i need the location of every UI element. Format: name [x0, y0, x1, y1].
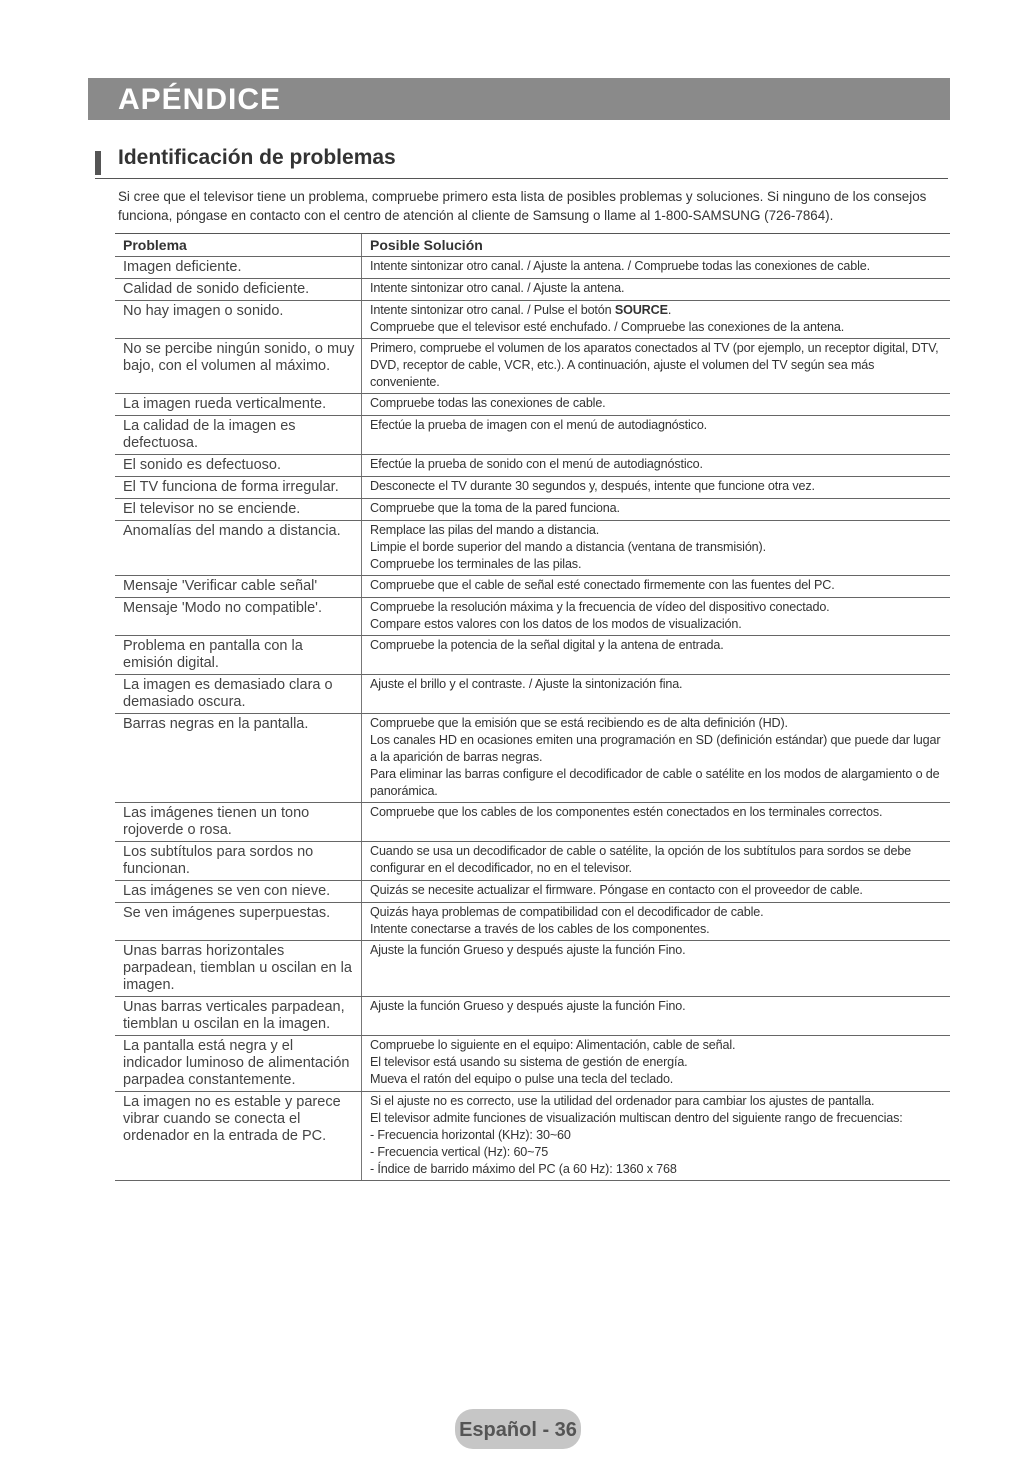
problem-cell: Mensaje 'Modo no compatible'.	[115, 598, 362, 635]
problem-cell: El sonido es defectuoso.	[115, 455, 362, 476]
solution-cell	[362, 1092, 950, 1180]
solution-line: Ajuste el brillo y el contraste. / Ajuste la sintonización fina.	[370, 677, 683, 691]
table-row	[115, 941, 950, 997]
solution-cell	[362, 339, 950, 393]
solution-line: Los canales HD en ocasiones emiten una programación en SD (definición estándar) que puede dar lugar a la aparición de barras negras.	[370, 733, 941, 764]
table-row	[115, 636, 950, 675]
solution-cell	[362, 803, 950, 841]
solution-line: Si el ajuste no es correcto, use la utilidad del ordenador para cambiar los ajustes de pantalla.	[370, 1094, 875, 1108]
table-row	[115, 997, 950, 1036]
problem-cell: El TV funciona de forma irregular.	[115, 477, 362, 498]
solution-line: Compruebe la potencia de la señal digital y la antena de entrada.	[370, 638, 724, 652]
problem-cell: Anomalías del mando a distancia.	[115, 521, 362, 575]
solution-line: Quizás haya problemas de compatibilidad con el decodificador de cable.	[370, 905, 764, 919]
solution-cell	[362, 881, 950, 902]
solution-line: Compare estos valores con los datos de los modos de visualización.	[370, 617, 742, 631]
solution-line: Cuando se usa un decodificador de cable o satélite, la opción de los subtítulos para sordos se debe configurar en el decodificador, no en el televisor.	[370, 844, 912, 875]
solution-line: Compruebe la resolución máxima y la frecuencia de vídeo del dispositivo conectado.	[370, 600, 830, 614]
solution-line: - Frecuencia horizontal (KHz): 30~60	[370, 1128, 571, 1142]
solution-line: - Índice de barrido máximo del PC (a 60 Hz): 1360 x 768	[370, 1162, 677, 1176]
solution-line: Ajuste la función Grueso y después ajuste la función Fino.	[370, 943, 686, 957]
solution-cell	[362, 714, 950, 802]
solution-cell	[362, 842, 950, 880]
problem-cell: Se ven imágenes superpuestas.	[115, 903, 362, 940]
solution-line: Intente sintonizar otro canal. / Pulse el botón SOURCE.	[370, 303, 672, 317]
problem-cell: La pantalla está negra y el indicador luminoso de alimentación parpadea constantemente.	[115, 1036, 362, 1091]
solution-line: Compruebe que la toma de la pared funciona.	[370, 501, 620, 515]
table-row	[115, 1092, 950, 1181]
solution-cell	[362, 521, 950, 575]
table-row	[115, 301, 950, 339]
header-problem: Problema	[115, 234, 362, 256]
solution-line: Compruebe que la emisión que se está recibiendo es de alta definición (HD).	[370, 716, 788, 730]
table-row	[115, 455, 950, 477]
solution-cell	[362, 455, 950, 476]
problem-cell: No hay imagen o sonido.	[115, 301, 362, 338]
solution-cell	[362, 1036, 950, 1091]
solution-line: Compruebe todas las conexiones de cable.	[370, 396, 606, 410]
solution-cell	[362, 636, 950, 674]
table-row	[115, 279, 950, 301]
table-row	[115, 842, 950, 881]
solution-line: Ajuste la función Grueso y después ajuste la función Fino.	[370, 999, 686, 1013]
problem-cell: La imagen es demasiado clara o demasiado oscura.	[115, 675, 362, 713]
problem-cell: La calidad de la imagen es defectuosa.	[115, 416, 362, 454]
solution-cell	[362, 576, 950, 597]
table-row	[115, 1036, 950, 1092]
solution-line: Compruebe que el cable de señal esté conectado firmemente con las fuentes del PC.	[370, 578, 835, 592]
section-rule	[95, 178, 948, 179]
problem-cell: Las imágenes se ven con nieve.	[115, 881, 362, 902]
problem-cell: La imagen rueda verticalmente.	[115, 394, 362, 415]
table-row	[115, 803, 950, 842]
solution-line: Quizás se necesite actualizar el firmware. Póngase en contacto con el proveedor de cable.	[370, 883, 863, 897]
appendix-title: APÉNDICE	[118, 83, 282, 116]
solution-line: Intente conectarse a través de los cables de los componentes.	[370, 922, 710, 936]
solution-line: Compruebe que los cables de los componentes estén conectados en los terminales correctos.	[370, 805, 883, 819]
solution-line: Desconecte el TV durante 30 segundos y, después, intente que funcione otra vez.	[370, 479, 815, 493]
problem-cell: Unas barras horizontales parpadean, tiemblan u oscilan en la imagen.	[115, 941, 362, 996]
solution-line: - Frecuencia vertical (Hz): 60~75	[370, 1145, 549, 1159]
solution-line: Para eliminar las barras configure el decodificador de cable o satélite en los modos de alargamiento o de panorámica.	[370, 767, 940, 798]
appendix-banner	[88, 78, 950, 120]
table-row	[115, 598, 950, 636]
table-body	[115, 257, 950, 1181]
solution-cell	[362, 598, 950, 635]
solution-cell	[362, 941, 950, 996]
solution-cell	[362, 903, 950, 940]
troubleshooting-table	[115, 233, 950, 1181]
problem-cell: No se percibe ningún sonido, o muy bajo, con el volumen al máximo.	[115, 339, 362, 393]
solution-line: Limpie el borde superior del mando a distancia (ventana de transmisión).	[370, 540, 766, 554]
problem-cell: El televisor no se enciende.	[115, 499, 362, 520]
table-row	[115, 257, 950, 279]
solution-cell	[362, 394, 950, 415]
table-row	[115, 394, 950, 416]
solution-line: Intente sintonizar otro canal. / Ajuste la antena.	[370, 281, 625, 295]
solution-line: El televisor admite funciones de visualización multiscan dentro del siguiente rango de frecuencias:	[370, 1111, 903, 1125]
problem-cell: Imagen deficiente.	[115, 257, 362, 278]
table-row	[115, 521, 950, 576]
solution-cell	[362, 675, 950, 713]
page-number: Español - 36	[459, 1419, 577, 1441]
solution-cell	[362, 301, 950, 338]
solution-cell	[362, 279, 950, 300]
solution-line: Primero, compruebe el volumen de los aparatos conectados al TV (por ejemplo, un receptor digital, DTV, DVD, receptor de cable, VCR, etc.). A continuación, ajuste el volumen del TV según sea más conveniente.	[370, 341, 939, 389]
problem-cell: Las imágenes tienen un tono rojoverde o rosa.	[115, 803, 362, 841]
problem-cell: Calidad de sonido deficiente.	[115, 279, 362, 300]
problem-cell: Mensaje 'Verificar cable señal'	[115, 576, 362, 597]
table-row	[115, 881, 950, 903]
table-row	[115, 675, 950, 714]
solution-line: Efectúe la prueba de sonido con el menú de autodiagnóstico.	[370, 457, 703, 471]
table-header	[115, 234, 950, 257]
problem-cell: Problema en pantalla con la emisión digital.	[115, 636, 362, 674]
table-row	[115, 339, 950, 394]
problem-cell: Unas barras verticales parpadean, tiemblan u oscilan en la imagen.	[115, 997, 362, 1035]
table-row	[115, 477, 950, 499]
table-row	[115, 903, 950, 941]
solution-cell	[362, 499, 950, 520]
table-row	[115, 416, 950, 455]
table-row	[115, 576, 950, 598]
section-title: Identificación de problemas	[118, 146, 396, 169]
solution-cell	[362, 257, 950, 278]
header-solution: Posible Solución	[370, 237, 483, 253]
solution-cell	[362, 416, 950, 454]
table-row	[115, 499, 950, 521]
section-marker	[95, 151, 101, 175]
intro-paragraph: Si cree que el televisor tiene un problema, compruebe primero esta lista de posibles problemas y soluciones. Si ninguno de los consejos funciona, póngase en contacto con el centro de atención al cliente de Samsung o llame al 1-800-SAMSUNG (726-7864).	[118, 189, 927, 223]
page-number-badge	[455, 1409, 581, 1449]
problem-cell: La imagen no es estable y parece vibrar cuando se conecta el ordenador en la entrada de PC.	[115, 1092, 362, 1180]
solution-cell	[362, 477, 950, 498]
solution-line: Mueva el ratón del equipo o pulse una tecla del teclado.	[370, 1072, 674, 1086]
solution-line: Compruebe que el televisor esté enchufado. / Compruebe las conexiones de la antena.	[370, 320, 845, 334]
table-row	[115, 714, 950, 803]
solution-line: Compruebe lo siguiente en el equipo: Alimentación, cable de señal.	[370, 1038, 736, 1052]
solution-line: Compruebe los terminales de las pilas.	[370, 557, 582, 571]
problem-cell: Los subtítulos para sordos no funcionan.	[115, 842, 362, 880]
solution-cell	[362, 997, 950, 1035]
problem-cell: Barras negras en la pantalla.	[115, 714, 362, 802]
solution-line: Efectúe la prueba de imagen con el menú de autodiagnóstico.	[370, 418, 708, 432]
solution-line: Remplace las pilas del mando a distancia.	[370, 523, 600, 537]
solution-line: Intente sintonizar otro canal. / Ajuste la antena. / Compruebe todas las conexiones de cable.	[370, 259, 870, 273]
solution-line: El televisor está usando su sistema de gestión de energía.	[370, 1055, 688, 1069]
